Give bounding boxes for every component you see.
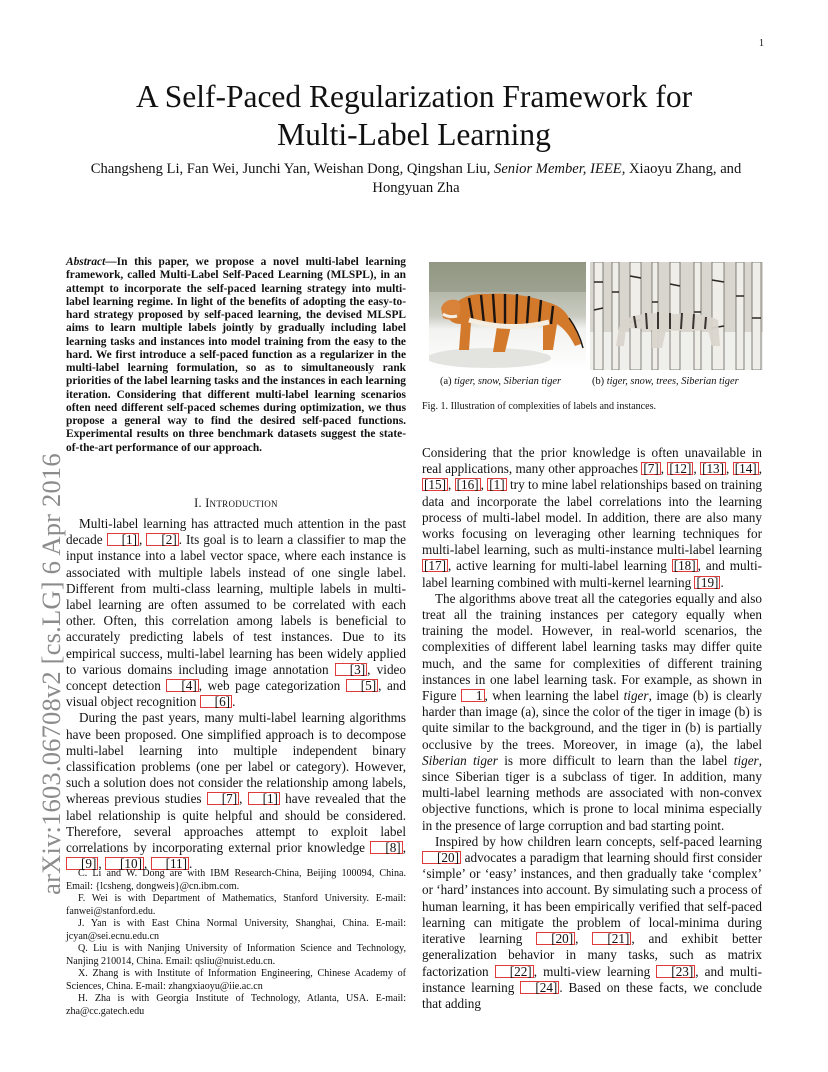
citation-link[interactable]: [21]	[592, 932, 631, 945]
subfigure-b-caption: (b) tiger, snow, trees, Siberian tiger	[592, 376, 739, 387]
citation-link[interactable]: [20]	[422, 851, 461, 864]
citation-link[interactable]: [6]	[200, 695, 232, 708]
footnote: F. Wei is with Department of Mathematics, Stanford University. E-mail: fanwei@stanford.edu.	[66, 893, 406, 917]
citation-link[interactable]: [23]	[656, 965, 695, 978]
citation-link[interactable]: [16]	[456, 477, 479, 493]
citation-link[interactable]: [20]	[536, 932, 575, 945]
abstract-text: —In this paper, we propose a novel multi-label learning framework, called Multi-Label Self-Paced Learning (MLSPL), in an attempt to incorporate the self-paced learning strategy into multi-label learning regime. In light of the benefits of adopting the easy-to-hard strategy proposed by self-paced learning, the devised MLSPL aims to learn multiple labels jointly by gradually including label learning tasks and instances into model training from the easy to the hard. We first introduce a self-paced function as a regularizer in the multi-label learning formulation, so as to simultaneously rank priorities of the label learning tasks and the instances in each learning iteration. Considering that different multi-label learning scenarios often need different self-paced schemes during optimization, we thus propose a general way to find the desired self-paced functions. Experimental results on three benchmark datasets suggest the state-of-the-art performance of our approach.	[66, 256, 406, 454]
citation-link[interactable]: [3]	[335, 663, 367, 676]
footnote: H. Zha is with Georgia Institute of Technology, Atlanta, USA. E-mail: zha@cc.gatech.edu	[66, 993, 406, 1017]
arxiv-id: arXiv:1603.06708v2 [cs.LG] 6 Apr 2016	[36, 453, 66, 895]
citation-link[interactable]: [19]	[696, 574, 719, 590]
section-number: I.	[194, 496, 202, 510]
citation-link[interactable]: [2]	[146, 533, 178, 546]
authors-part-a: Changsheng Li, Fan Wei, Junchi Yan, Weishan Dong, Qingshan Liu,	[90, 161, 491, 177]
abstract	[66, 256, 406, 455]
title-line-2: Multi-Label Learning	[277, 117, 551, 152]
left-column	[66, 516, 406, 872]
tiger-trees-image	[590, 262, 763, 370]
intro-paragraph-2: During the past years, many multi-label learning algorithms have been proposed. One simplified approach is to decompose multi-label learning into multiple independent binary classification problems (one per label or category). However, such a solution does not consider the relationship among labels, whereas previous studies [7] , [1] have revealed that the label relationship is quite helpful and should be considered. Therefore, several approaches attempt to exploit label correlations by incorporating external prior knowledge [8] , [9] , [10] , [11] .	[66, 710, 407, 872]
arxiv-watermark	[0, 0, 66, 1072]
citation-link[interactable]: [13]	[702, 461, 725, 477]
footnotes	[66, 868, 406, 1018]
intro-paragraph-3: Considering that the prior knowledge is often unavailable in real applications, many other approaches [7] , [12] , [13] , [14] , [15] , [16] , [1] try to mine label relationships based on training data and incorporate the label correlations into the learning process of multi-label model. In addition, there are also many works focusing on leveraging other learning techniques for multi-label learning, such as multi-instance multi-label learning [17] , active learning for multi-label learning [18] , and multi-label learning combined with multi-kernel learning [19] .	[422, 445, 763, 590]
citation-link[interactable]: [1]	[107, 533, 139, 546]
subfigure-a-caption: (a) tiger, snow, Siberian tiger	[440, 376, 562, 387]
citation-link[interactable]: [12]	[669, 461, 692, 477]
authors-membership: Senior Member, IEEE,	[494, 161, 626, 177]
footnote: X. Zhang is with Institute of Information Engineering, Chinese Academy of Sciences, China. E-mail: zhangxiaoyu@iie.ac.cn	[66, 968, 406, 992]
citation-link[interactable]: [5]	[346, 679, 378, 692]
footnote: J. Yan is with East China Normal University, Shanghai, China. E-mail: jcyan@sei.ecnu.edu.cn	[66, 918, 406, 942]
authors-part-c: Xiaoyu Zhang, and	[629, 161, 742, 177]
figure-1	[429, 262, 763, 372]
title-line-1: A Self-Paced Regularization Framework for	[135, 79, 693, 114]
paper-title	[80, 78, 748, 154]
citation-link[interactable]: [15]	[424, 477, 446, 493]
page-number: 1	[759, 38, 764, 49]
citation-link[interactable]: [7]	[207, 792, 239, 805]
citation-link[interactable]: [7]	[643, 461, 659, 477]
section-heading	[66, 496, 406, 511]
citation-link[interactable]: [14]	[734, 461, 757, 477]
citation-link[interactable]: [8]	[370, 841, 402, 854]
citation-link[interactable]: [11]	[151, 857, 189, 870]
citation-link[interactable]: [9]	[66, 857, 98, 870]
citation-link[interactable]: [1]	[489, 477, 505, 493]
citation-link[interactable]: [17]	[424, 558, 446, 574]
intro-paragraph-4: The algorithms above treat all the categories equally and also treat all the training instances per category equally when training the model. However, in real-world scenarios, the complexities of different label learning tasks may differ quite much, and the same for complexities of different training instances in one label learning task. For example, as shown in Figure 1 , when learning the label tiger, image (b) is clearly harder than image (a), since the color of the tiger in image (b) is quite similar to the background, and the tiger in (b) is partially occlusive by the trees. Moreover, in image (a), the label Siberian tiger is more difficult to learn than the label tiger, since Siberian tiger is a subclass of tiger. In addition, many multi-label learning methods are associated with non-convex objective functions, which is prone to local minima especially in the presence of large corruption and bad starting point.	[422, 590, 762, 833]
citation-link[interactable]: [10]	[105, 857, 144, 870]
footnote: C. Li and W. Dong are with IBM Research-China, Beijing 100094, China. Email: {lcsheng, dongweis}@cn.ibm.com.	[66, 868, 406, 892]
citation-link[interactable]: [24]	[520, 981, 559, 994]
intro-paragraph-5: Inspired by how children learn concepts, self-paced learning [20] advocates a paradigm that learning should first consider ‘simple’ or ‘easy’ instances, and then gradually take ‘complex’ or ‘hard’ instances into account. By simulating such a process of human learning, it has been empirically verified that self-paced learning can mitigate the problem of local-minima during iterative learning [20] , [21] , and exhibit better generalization behavior in many tasks, such as matrix factorization [22] , multi-view learning [23] , and multi-instance learning [24] . Based on these facts, we conclude that adding	[422, 833, 762, 1011]
tiger-snow-image	[429, 262, 586, 370]
abstract-label: Abstract	[66, 256, 106, 268]
section-title: Introduction	[205, 496, 278, 510]
authors-line-2: Hongyuan Zha	[372, 180, 460, 196]
citation-link[interactable]: [22]	[495, 965, 534, 978]
intro-paragraph-1: Multi-label learning has attracted much attention in the past decade [1] , [2] . Its goal is to learn a classifier to map the input instance into a label vector space, where each instance is associated with multiple labels instead of one single label. Different from multi-class learning, multiple labels in multi-label learning are often assumed to be correlated with each other. Often, this correlation among labels is beneficial to accurately predicting labels of test instances. Due to its empirical success, multi-label learning has been widely applied to various domains including image annotation [3] , video concept detection [4] , web page categorization [5] , and visual object recognition [6] .	[66, 516, 406, 710]
footnote: Q. Liu is with Nanjing University of Information Science and Technology, Nanjing 210014, China. Email: qsliu@nuist.edu.cn.	[66, 943, 406, 967]
figure-caption: Fig. 1. Illustration of complexities of labels and instances.	[422, 401, 657, 412]
citation-link[interactable]: [4]	[166, 679, 198, 692]
right-column	[422, 445, 762, 1012]
citation-link[interactable]: [18]	[673, 558, 696, 574]
figure-link[interactable]: 1	[461, 689, 485, 702]
citation-link[interactable]: [1]	[248, 792, 280, 805]
author-list	[66, 160, 766, 198]
